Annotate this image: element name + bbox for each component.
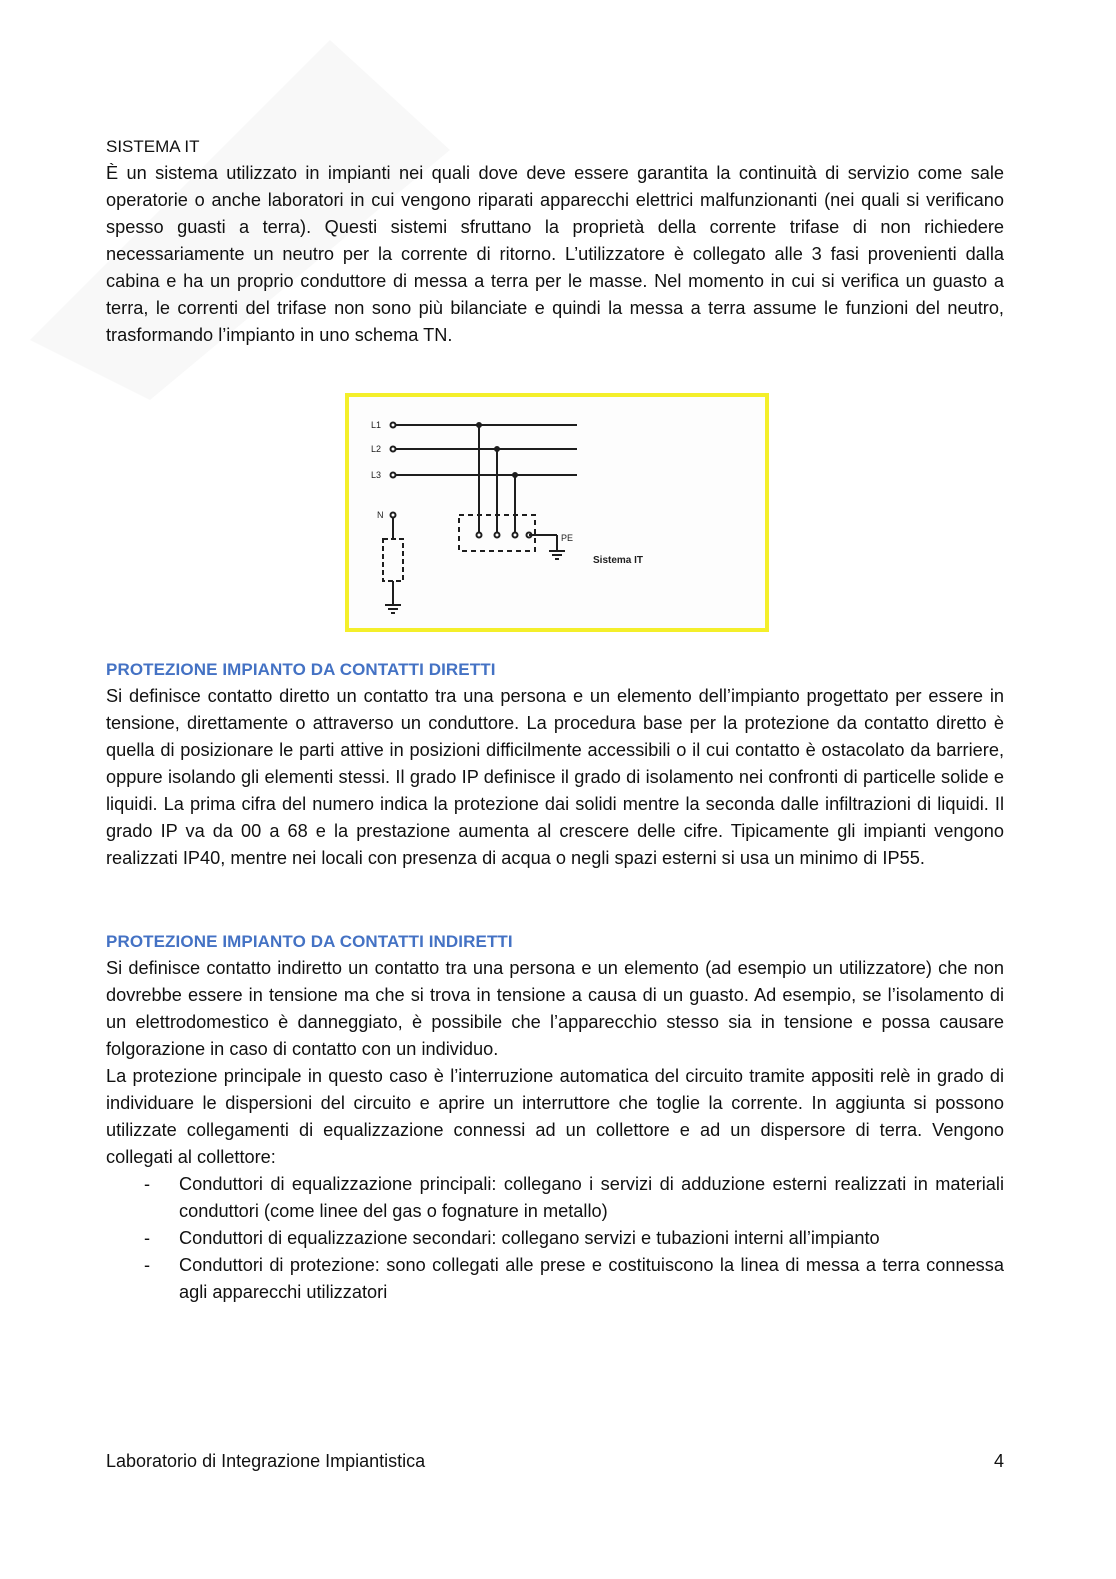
section-direct xyxy=(106,656,1004,872)
label-l2: L2 xyxy=(371,444,382,454)
list-item xyxy=(106,1171,1004,1225)
label-l3: L3 xyxy=(371,470,382,480)
neutral-impedance xyxy=(383,539,403,581)
label-n: N xyxy=(377,510,384,520)
label-pe: PE xyxy=(561,533,574,543)
list-item-text: Conduttori di equalizzazione secondari: collegano servizi e tubazioni interni all’impianto xyxy=(179,1228,880,1248)
section-direct-title: PROTEZIONE IMPIANTO DA CONTATTI DIRETTI xyxy=(106,660,496,679)
section-indirect-body-1: Si definisce contatto indiretto un contatto tra una persona e un elemento (ad esempio un utilizzatore) che non dovrebbe essere in tensione ma che si trova in tensione a causa di un guasto. Ad esempio, se l’isolamento di un elettrodomestico è danneggiato, è possibile che l’apparecchio stesso sia in tensione e possa causare folgorazione in caso di contatto con un individuo. xyxy=(106,958,1004,1059)
sistema-it-figure xyxy=(345,393,769,632)
list-item xyxy=(106,1225,1004,1252)
collector-list xyxy=(106,1171,1004,1306)
list-dash: - xyxy=(144,1255,151,1275)
list-item-text: Conduttori di equalizzazione principali: collegano i servizi di adduzione esterni realizzati in materiali conduttori (come linee del gas o fognature in metallo) xyxy=(179,1174,1004,1221)
section-it xyxy=(106,133,1004,349)
figure-caption: Sistema IT xyxy=(593,555,644,566)
section-indirect-body-2: La protezione principale in questo caso è l’interruzione automatica del circuito tramite appositi relè in grado di individuare le dispersioni del circuito e aprire un interruttore che toglie la corrente. In aggiunta si possono utilizzate collegamenti di equalizzazione connessi ad un collettore e ad un dispersore di terra. Vengono collegati al collettore: xyxy=(106,1066,1004,1167)
section-it-body: È un sistema utilizzato in impianti nei quali dove deve essere garantita la continuità di servizio come sale operatorie o anche laboratori in cui vengono riparati apparecchi elettrici malfunzionanti (nei quali si verificano spesso guasti a terra). Questi sistemi sfruttano la proprietà della corrente trifase di non richiedere necessariamente un neutro per la corrente di ritorno. L’utilizzatore è collegato alle 3 fasi provenienti dalla cabina e ha un proprio conduttore di messa a terra per le masse. Nel momento in cui si verifica un guasto a terra, le correnti del trifase non sono più bilanciate e quindi la messa a terra assume le funzioni del neutro, trasformando l’impianto in uno schema TN. xyxy=(106,163,1004,345)
list-dash: - xyxy=(144,1228,151,1248)
section-direct-body: Si definisce contatto diretto un contatto tra una persona e un elemento dell’impianto progettato per essere in tensione, direttamente o attraverso un conduttore. La procedura base per la protezione da contatto diretto è quella di posizionare le parti attive in posizioni difficilmente accessibili o il cui contatto è ostacolato da barriere, oppure isolando gli elementi stessi. Il grado IP definisce il grado di isolamento nei confronti di particelle solide e liquidi. La prima cifra del numero indica la protezione dai solidi mentre la seconda dalle infiltrazioni di liquidi. Il grado IP va da 00 a 68 e la prestazione aumenta al crescere delle cifre. Tipicamente gli impianti vengono realizzati IP40, mentre nei locali con presenza di acqua o negli spazi esterni si usa un minimo di IP55. xyxy=(106,686,1004,868)
sistema-it-diagram xyxy=(349,397,765,628)
list-dash: - xyxy=(144,1174,151,1194)
page-number: 4 xyxy=(993,1451,1004,1471)
section-indirect-title: PROTEZIONE IMPIANTO DA CONTATTI INDIRETTI xyxy=(106,932,513,951)
page-footer xyxy=(106,1448,1004,1475)
label-l1: L1 xyxy=(371,420,382,430)
list-item xyxy=(106,1252,1004,1306)
section-indirect xyxy=(106,928,1004,1306)
footer-title: Laboratorio di Integrazione Impiantistica xyxy=(106,1451,426,1471)
section-it-title: SISTEMA IT xyxy=(106,137,200,156)
list-item-text: Conduttori di protezione: sono collegati alle prese e costituiscono la linea di messa a terra connessa agli apparecchi utilizzatori xyxy=(179,1255,1004,1302)
